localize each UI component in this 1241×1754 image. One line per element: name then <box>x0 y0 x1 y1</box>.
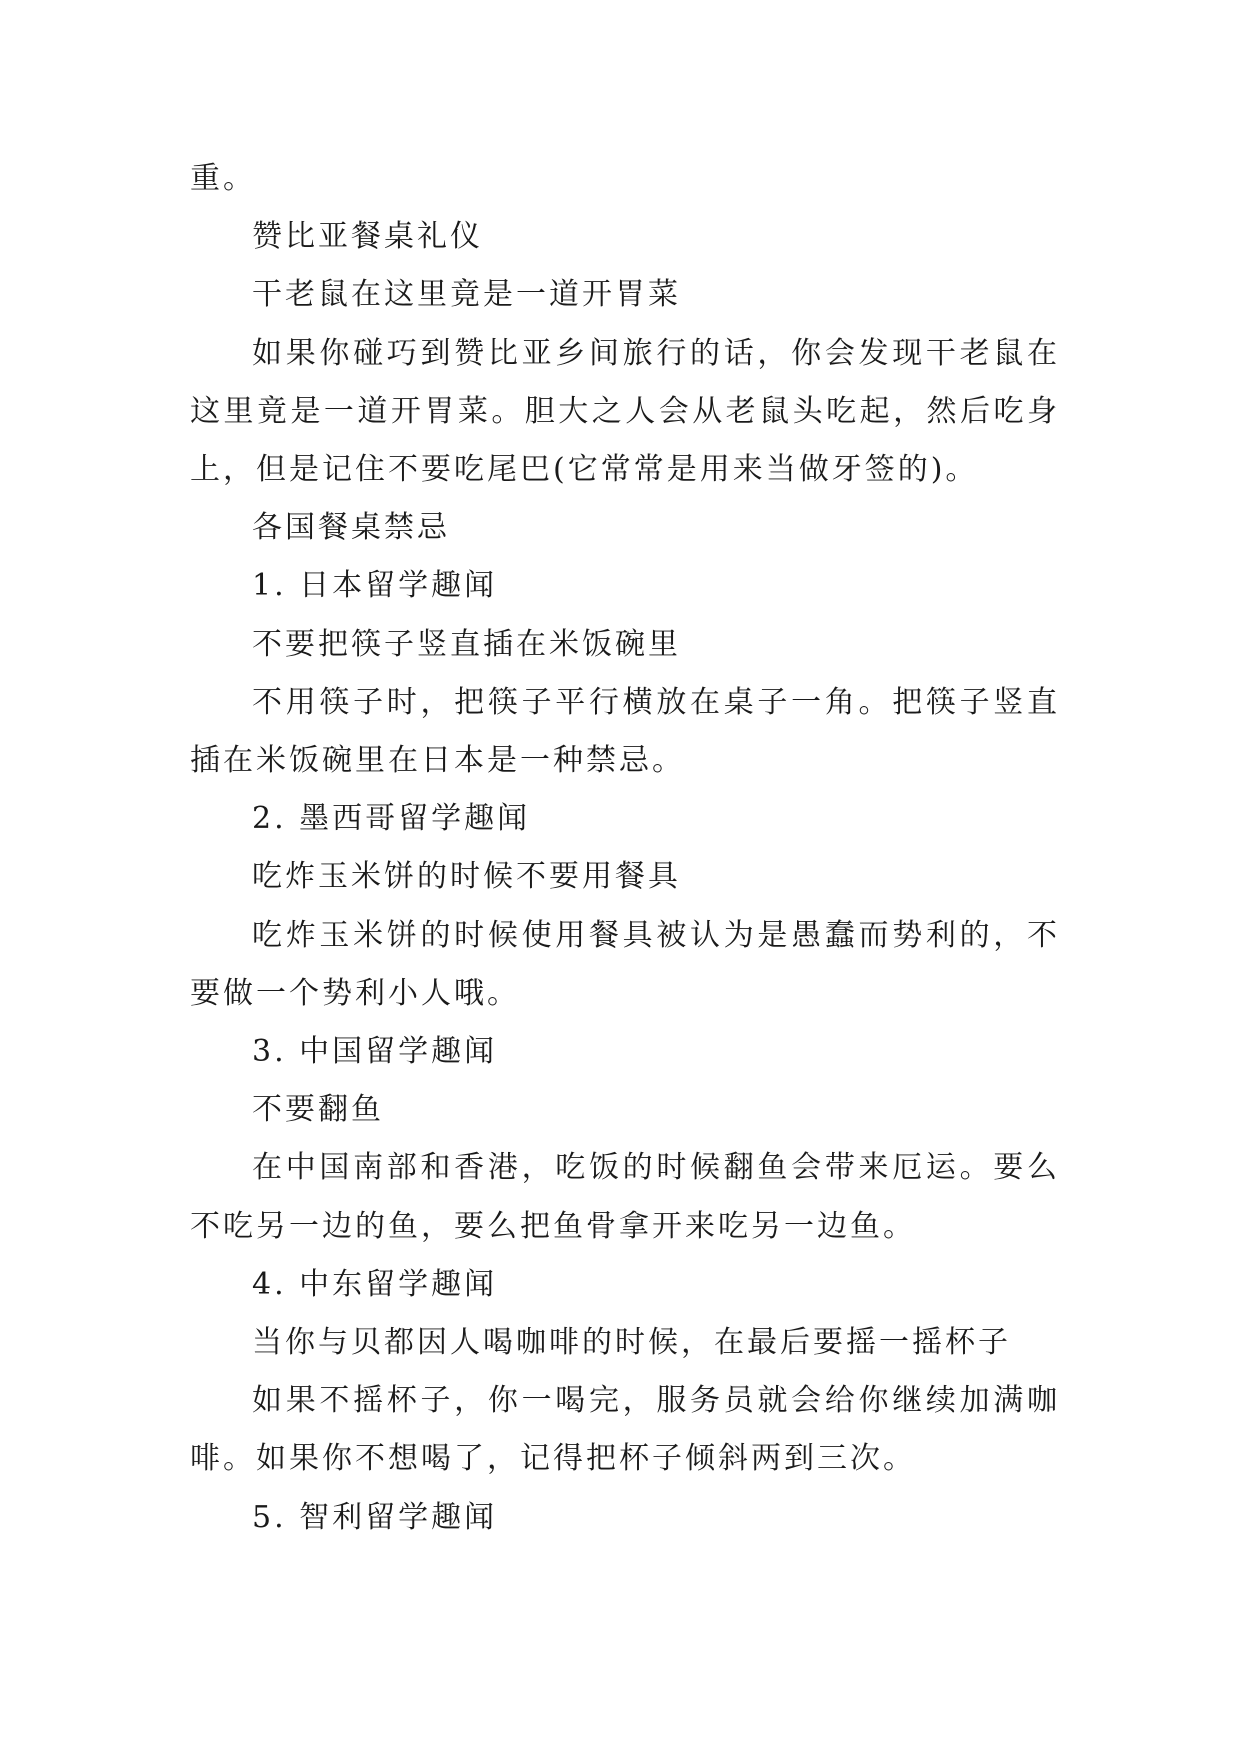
item-heading-mexico: 2. 墨西哥留学趣闻 <box>252 801 531 837</box>
item-heading-middle-east: 4. 中东留学趣闻 <box>252 1266 498 1302</box>
item-heading-japan: 1. 日本留学趣闻 <box>252 568 498 604</box>
document-body <box>190 150 1060 1547</box>
subheading-fish: 不要翻鱼 <box>252 1092 384 1128</box>
subheading-tortilla: 吃炸玉米饼的时候不要用餐具 <box>252 859 681 895</box>
paragraph-mexico: 吃炸玉米饼的时候使用餐具被认为是愚蠢而势利的，不要做一个势利小人哦。 <box>190 917 1060 1011</box>
paragraph-japan: 不用筷子时，把筷子平行横放在桌子一角。把筷子竖直插在米饭碗里在日本是一种禁忌。 <box>190 684 1060 779</box>
item-heading-china: 3. 中国留学趣闻 <box>252 1034 498 1070</box>
subheading-coffee: 当你与贝都因人喝咖啡的时候，在最后要摇一摇杯子 <box>252 1325 1011 1361</box>
subheading-chopsticks: 不要把筷子竖直插在米饭碗里 <box>252 626 681 662</box>
paragraph-china: 在中国南部和香港，吃饭的时候翻鱼会带来厄运。要么不吃另一边的鱼，要么把鱼骨拿开来吃另一边鱼。 <box>190 1150 1060 1244</box>
paragraph-middle-east: 如果不摇杯子，你一喝完，服务员就会给你继续加满咖啡。如果你不想喝了，记得把杯子倾斜两到三次。 <box>190 1383 1060 1477</box>
paragraph-continuation: 重。 <box>190 161 256 196</box>
subheading-dried-mice: 干老鼠在这里竟是一道开胃菜 <box>252 277 681 313</box>
section-heading-table-taboos: 各国餐桌禁忌 <box>252 510 450 546</box>
section-heading-zambia-etiquette: 赞比亚餐桌礼仪 <box>252 219 483 255</box>
paragraph-zambia: 如果你碰巧到赞比亚乡间旅行的话，你会发现干老鼠在这里竟是一道开胃菜。胆大之人会从老鼠头吃起，然后吃身上，但是记住不要吃尾巴(它常常是用来当做牙签的)。 <box>190 335 1060 488</box>
item-heading-chile: 5. 智利留学趣闻 <box>252 1499 498 1535</box>
